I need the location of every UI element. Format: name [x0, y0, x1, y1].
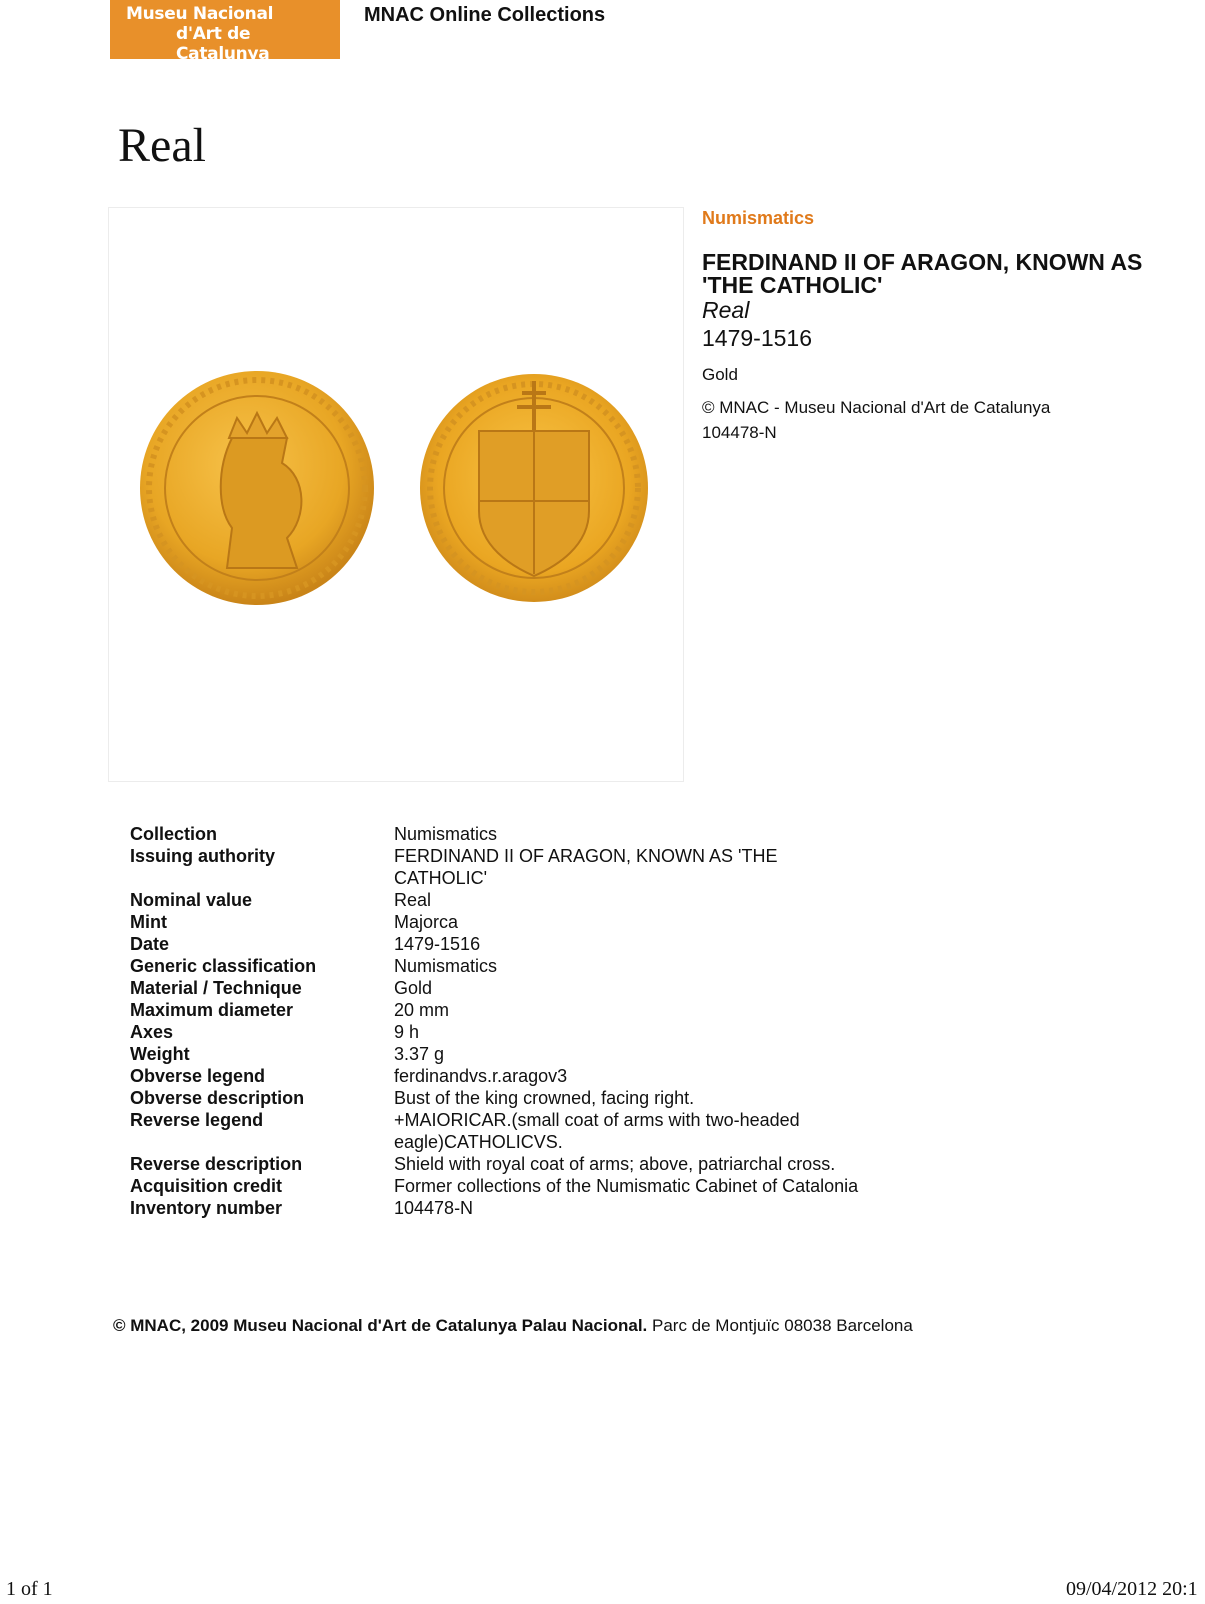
detail-value: Real: [394, 890, 432, 910]
detail-value: 20 mm: [394, 1000, 450, 1020]
detail-label: Obverse legend: [130, 1066, 266, 1086]
detail-label: Reverse description: [130, 1154, 303, 1174]
detail-label: Inventory number: [130, 1198, 283, 1218]
detail-label: Weight: [130, 1044, 190, 1064]
detail-row: [130, 977, 1030, 999]
detail-value: +MAIORICAR.(small coat of arms with two-headed eagle)CATHOLICVS.: [394, 1110, 800, 1152]
footer-address: Parc de Montjuïc 08038 Barcelona: [647, 1316, 913, 1335]
detail-value: Bust of the king crowned, facing right.: [394, 1088, 695, 1108]
details-table: [130, 823, 1030, 1219]
detail-label: Axes: [130, 1022, 174, 1042]
detail-value: 9 h: [394, 1022, 420, 1042]
detail-row: [130, 1153, 1030, 1175]
detail-value: 104478-N: [394, 1198, 474, 1218]
detail-value: Numismatics: [394, 824, 498, 844]
logo-line-2: d'Art de Catalunya: [176, 24, 270, 64]
detail-row: [130, 889, 1030, 911]
footer-copyright: © MNAC, 2009 Museu Nacional d'Art de Catalunya Palau Nacional.: [113, 1316, 648, 1335]
detail-value: 1479-1516: [394, 934, 481, 954]
detail-row: [130, 911, 1030, 933]
detail-label: Mint: [130, 912, 167, 932]
detail-row: [130, 1021, 1030, 1043]
detail-row: [130, 1087, 1030, 1109]
copyright-notice: © MNAC - Museu Nacional d'Art de Catalunya: [702, 398, 1051, 417]
coin-image[interactable]: [108, 207, 684, 782]
detail-row: [130, 823, 1030, 845]
logo-line-1: Museu Nacional: [126, 4, 274, 24]
page-title: Real: [118, 119, 206, 172]
detail-value: ferdinandvs.r.aragov3: [394, 1066, 568, 1086]
detail-label: Nominal value: [130, 890, 253, 910]
collection-link[interactable]: Numismatics: [702, 208, 815, 228]
detail-row: [130, 933, 1030, 955]
detail-label: Maximum diameter: [130, 1000, 294, 1020]
detail-label: Acquisition credit: [130, 1176, 283, 1196]
detail-label: Issuing authority: [130, 846, 276, 866]
detail-row: [130, 845, 1030, 889]
print-page-number: 1 of 1: [6, 1578, 53, 1600]
detail-label: Collection: [130, 824, 218, 844]
coin-reverse-image: [417, 371, 651, 605]
detail-value: Shield with royal coat of arms; above, patriarchal cross.: [394, 1154, 836, 1174]
detail-row: [130, 1065, 1030, 1087]
detail-label: Date: [130, 934, 170, 954]
nominal-value: Real: [702, 297, 750, 323]
detail-value: Gold: [394, 978, 433, 998]
issuing-authority: FERDINAND II OF ARAGON, KNOWN AS 'THE CATHOLIC': [702, 249, 1143, 298]
summary-panel: [702, 208, 1162, 443]
detail-value: Numismatics: [394, 956, 498, 976]
detail-label: Generic classification: [130, 956, 317, 976]
detail-value: Majorca: [394, 912, 459, 932]
detail-value: Former collections of the Numismatic Cabinet of Catalonia: [394, 1176, 859, 1196]
mnac-logo[interactable]: [110, 0, 340, 64]
detail-label: Material / Technique: [130, 978, 302, 998]
detail-row: [130, 1175, 1030, 1197]
print-timestamp: 09/04/2012 20:1: [1066, 1578, 1198, 1600]
detail-row: [130, 955, 1030, 977]
detail-row: [130, 1197, 1030, 1219]
detail-label: Obverse description: [130, 1088, 305, 1108]
material: Gold: [702, 365, 738, 384]
detail-row: [130, 999, 1030, 1021]
footer: [113, 1316, 913, 1336]
detail-value: 3.37 g: [394, 1044, 445, 1064]
date: 1479-1516: [702, 325, 812, 351]
detail-label: Reverse legend: [130, 1110, 264, 1130]
detail-row: [130, 1109, 1030, 1153]
inventory-number: 104478-N: [702, 423, 777, 442]
coin-obverse-image: [137, 368, 377, 608]
detail-value: FERDINAND II OF ARAGON, KNOWN AS 'THE CATHOLIC': [394, 846, 778, 888]
detail-row: [130, 1043, 1030, 1065]
site-title[interactable]: MNAC Online Collections: [364, 4, 606, 26]
